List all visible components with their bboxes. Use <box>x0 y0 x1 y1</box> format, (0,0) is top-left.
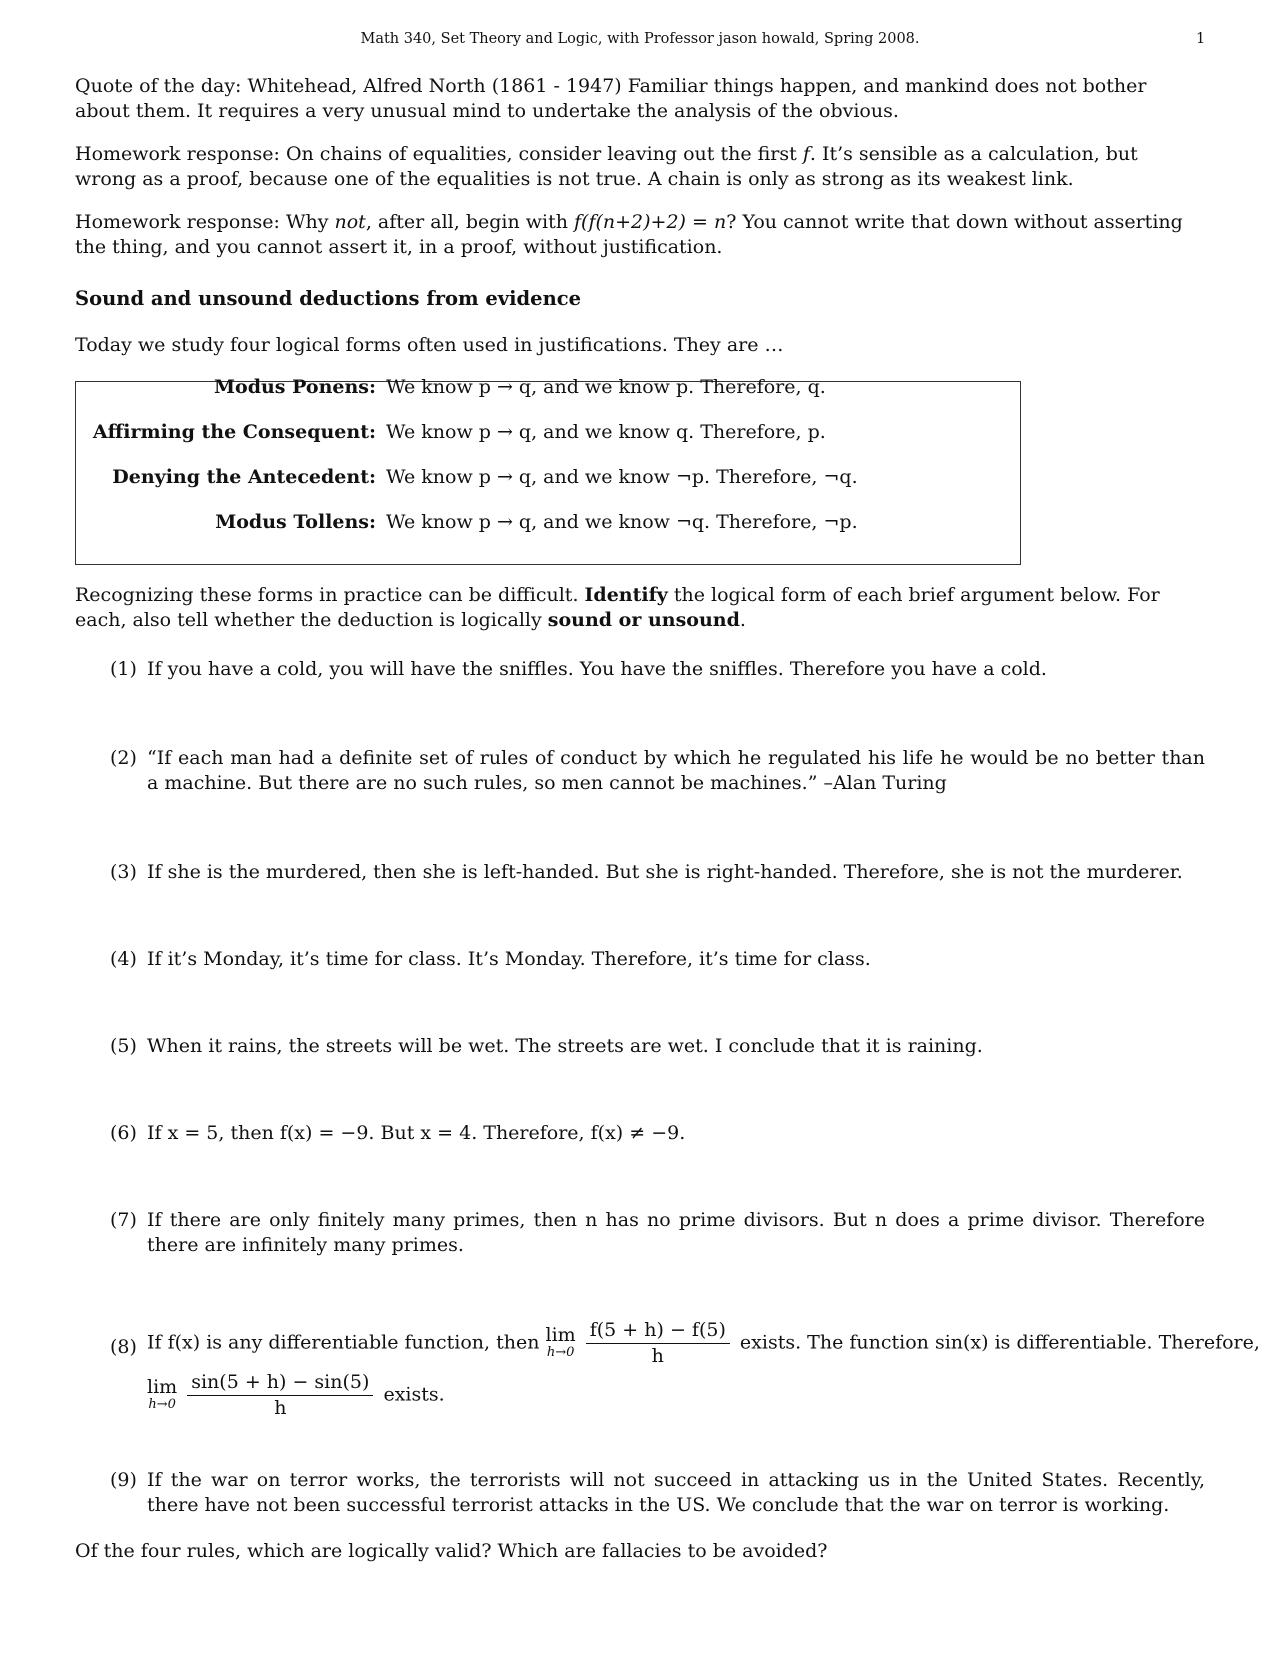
instructions-bold-sound: sound or unsound <box>547 609 740 631</box>
fraction-denominator: h <box>651 1345 664 1367</box>
instructions <box>75 583 1205 633</box>
rule-denying-the-antecedent <box>76 466 1022 492</box>
limit-label: lim <box>147 1375 178 1398</box>
homework-1-text: Homework response: On chains of equalities, consider leaving out the first <box>75 143 803 165</box>
question-8 <box>110 1318 1260 1428</box>
limit-1 <box>545 1323 576 1362</box>
question-text: If she is the murdered, then she is left-handed. But she is right-handed. Therefore, she is not the murderer. <box>147 861 1183 883</box>
question-number: (4) <box>110 948 137 970</box>
rule-statement: We know p → q, and we know p. Therefore, q. <box>386 376 826 398</box>
question-number: (9) <box>110 1469 137 1491</box>
course-title: Math 340, Set Theory and Logic, with Professor jason howald, Spring 2008. <box>360 31 920 47</box>
rule-name: Denying the Antecedent: <box>112 466 376 488</box>
closing-question: Of the four rules, which are logically valid? Which are fallacies to be avoided? <box>75 1540 828 1562</box>
homework-2-text-end: ? You cannot write that down without asserting the thing, and you cannot assert it, in a proof, without justification. <box>75 211 1183 258</box>
rule-name: Affirming the Consequent: <box>92 421 376 443</box>
rule-statement: We know p → q, and we know ¬q. Therefore, ¬p. <box>386 511 858 533</box>
homework-2-text-mid: , after all, begin with <box>365 211 574 233</box>
limit-subscript: h→0 <box>148 1396 176 1412</box>
intro-text: Today we study four logical forms often used in justifications. They are … <box>75 334 784 356</box>
rule-affirming-the-consequent <box>76 421 1022 447</box>
question-number: (5) <box>110 1035 137 1057</box>
limit-2 <box>147 1375 178 1414</box>
limit-label: lim <box>545 1323 576 1346</box>
homework-2-formula: f(f(n+2)+2) = n <box>574 211 727 233</box>
question-text: If there are only finitely many primes, then n has no prime divisors. But n does a prime divisor. Therefore there are infinitely many primes. <box>147 1209 1205 1256</box>
homework-2-emphasis: not <box>334 211 366 233</box>
rule-name: Modus Tollens: <box>215 511 376 533</box>
fraction-numerator: sin(5 + h) − sin(5) <box>187 1370 373 1396</box>
question-text: exists. <box>383 1383 445 1406</box>
question-text: If it’s Monday, it’s time for class. It’s Monday. Therefore, it’s time for class. <box>147 948 871 970</box>
homework-response-1 <box>75 142 1205 192</box>
instructions-bold-identify: Identify <box>584 584 668 606</box>
question-text: If the war on terror works, the terrorists will not succeed in attacking us in the United States. Recently, there have not been successful terrorist attacks in the US. We conclude that the war on terror is working. <box>147 1469 1205 1516</box>
question-number: (2) <box>110 747 137 769</box>
question-text: If f(x) is any differentiable function, then <box>147 1331 540 1354</box>
homework-1-text-end: . It’s sensible as a calculation, but wrong as a proof, because one of the equalities is not true. A chain is only as strong as its weakest link. <box>75 143 1138 190</box>
page-number: 1 <box>1196 31 1206 47</box>
question-text: If you have a cold, you will have the sniffles. You have the sniffles. Therefore you have a cold. <box>147 658 1047 680</box>
question-number: (3) <box>110 861 137 883</box>
question-8-line-2 <box>147 1370 445 1421</box>
rule-modus-tollens <box>76 511 1022 537</box>
quote-of-the-day: Quote of the day: Whitehead, Alfred North (1861 - 1947) Familiar things happen, and mankind does not bother about them. It requires a very unusual mind to undertake the analysis of the obvious. <box>75 75 1147 122</box>
rule-statement: We know p → q, and we know q. Therefore, p. <box>386 421 826 443</box>
question-text: If x = 5, then f(x) = −9. But x = 4. Therefore, f(x) ≠ −9. <box>147 1122 686 1144</box>
question-text: exists. The function sin(x) is differentiable. Therefore, <box>739 1331 1260 1354</box>
instructions-text: . <box>739 609 746 631</box>
limit-subscript: h→0 <box>546 1344 575 1360</box>
instructions-text: the logical form of each brief argument below. For each, also tell whether the deduction is logically <box>75 584 1160 631</box>
rule-modus-ponens <box>76 376 1022 402</box>
rules-box <box>75 376 1021 565</box>
homework-1-var: f <box>802 143 810 165</box>
question-text: When it rains, the streets will be wet. The streets are wet. I conclude that it is raining. <box>147 1035 983 1057</box>
homework-2-text: Homework response: Why <box>75 211 335 233</box>
rule-statement: We know p → q, and we know ¬p. Therefore, ¬q. <box>386 466 858 488</box>
fraction-2 <box>187 1370 373 1421</box>
fraction-denominator: h <box>274 1397 287 1419</box>
section-heading: Sound and unsound deductions from evidence <box>75 287 582 310</box>
instructions-text: Recognizing these forms in practice can be difficult. <box>75 584 585 606</box>
question-number: (1) <box>110 658 137 680</box>
homework-response-2 <box>75 210 1205 260</box>
question-8-line-1 <box>147 1318 1260 1369</box>
question-number: (6) <box>110 1122 137 1144</box>
question-number: (8) <box>110 1336 137 1358</box>
fraction-1 <box>586 1318 730 1369</box>
question-text: “If each man had a definite set of rules of conduct by which he regulated his life he would be no better than a machine. But there are no such rules, so men cannot be machines.” –Alan Turing <box>147 747 1205 794</box>
question-number: (7) <box>110 1209 137 1231</box>
rule-name: Modus Ponens: <box>214 376 376 398</box>
fraction-numerator: f(5 + h) − f(5) <box>586 1318 730 1344</box>
